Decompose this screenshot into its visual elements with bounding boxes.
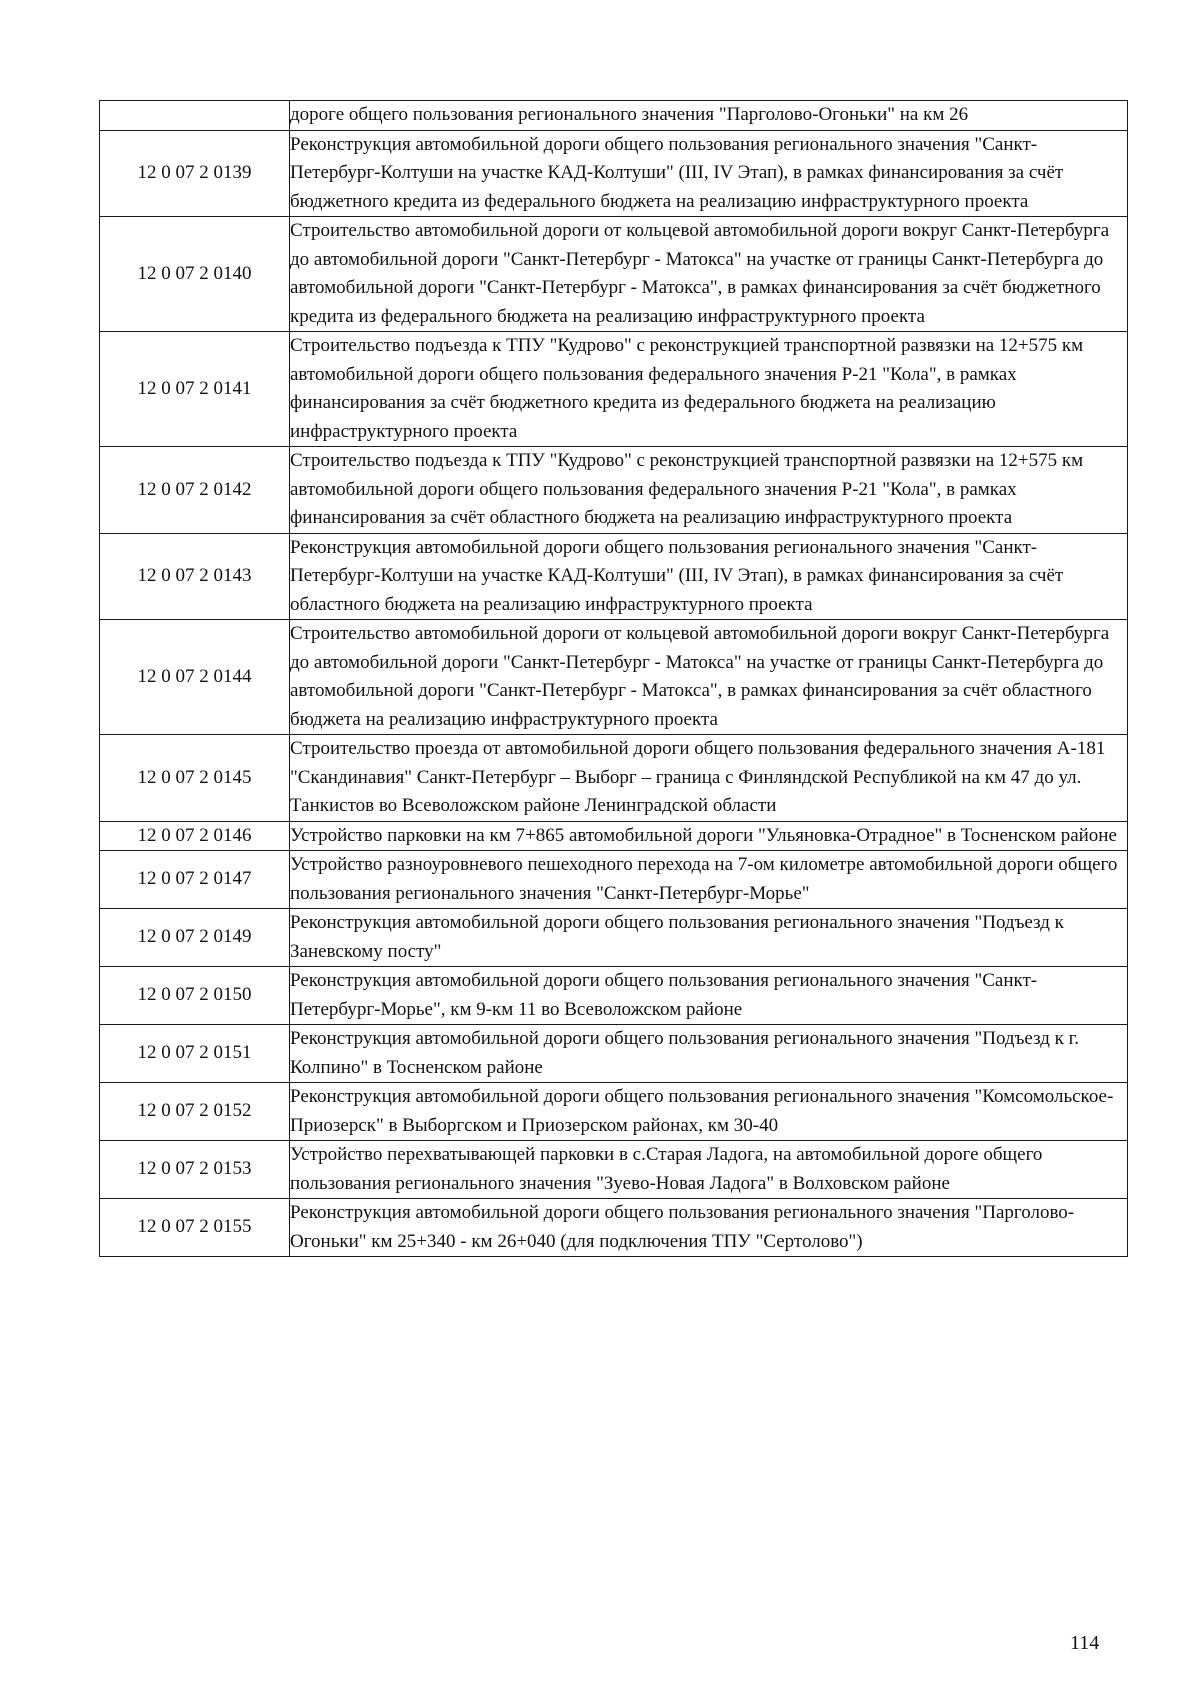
description-text: Устройство перехватывающей парковки в с.Старая Ладога, на автомобильной дороге общего пользования регионального значения "Зуево-Новая Ладога" в Волховском районе xyxy=(290,1144,1043,1194)
table-row xyxy=(100,332,1128,447)
description-cell xyxy=(290,821,1128,851)
description-cell xyxy=(290,447,1128,534)
code-cell: 12 0 07 2 0140 xyxy=(100,217,290,332)
description-text: Реконструкция автомобильной дороги общего пользования регионального значения "Подъезд к Заневскому посту" xyxy=(290,912,1064,962)
table-row xyxy=(100,130,1128,217)
table-row xyxy=(100,735,1128,822)
description-cell xyxy=(290,909,1128,967)
code-cell: 12 0 07 2 0147 xyxy=(100,851,290,909)
code-cell: 12 0 07 2 0141 xyxy=(100,332,290,447)
code-cell: 12 0 07 2 0151 xyxy=(100,1025,290,1083)
description-text: Реконструкция автомобильной дороги общего пользования регионального значения "Санкт-Петербург-Колтуши на участке КАД-Колтуши" (III, IV Этап), в рамках финансирования за счёт бюджетного кредита из федерального бюджета на реализацию инфраструктурного проекта xyxy=(290,133,1064,212)
description-cell xyxy=(290,130,1128,217)
code-cell: 12 0 07 2 0143 xyxy=(100,533,290,620)
description-text: дороге общего пользования регионального значения "Парголово-Огоньки" на км 26 xyxy=(290,104,969,125)
description-cell xyxy=(290,1083,1128,1141)
code-cell: 12 0 07 2 0150 xyxy=(100,967,290,1025)
description-text: Реконструкция автомобильной дороги общего пользования регионального значения "Комсомольское-Приозерск" в Выборгском и Приозерском районах, км 30-40 xyxy=(290,1086,1114,1136)
description-cell xyxy=(290,620,1128,735)
description-cell xyxy=(290,217,1128,332)
code-cell: 12 0 07 2 0152 xyxy=(100,1083,290,1141)
description-cell xyxy=(290,533,1128,620)
table-row xyxy=(100,1025,1128,1083)
description-text: Строительство подъезда к ТПУ "Кудрово" с реконструкцией транспортной развязки на 12+575 км автомобильной дороги общего пользования федерального значения Р-21 "Кола", в рамках финансирования за счёт бюджетного кредита из федерального бюджета на реализацию инфраструктурного проекта xyxy=(290,335,1084,442)
table-row xyxy=(100,217,1128,332)
description-text: Реконструкция автомобильной дороги общего пользования регионального значения "Подъезд к г. Колпино" в Тосненском районе xyxy=(290,1028,1080,1078)
code-cell: 12 0 07 2 0155 xyxy=(100,1199,290,1257)
description-text: Строительство подъезда к ТПУ "Кудрово" с реконструкцией транспортной развязки на 12+575 км автомобильной дороги общего пользования федерального значения Р-21 "Кола", в рамках финансирования за счёт областного бюджета на реализацию инфраструктурного проекта xyxy=(290,450,1084,528)
description-text: Строительство проезда от автомобильной дороги общего пользования федерального значения А-181 "Скандинавия" Санкт-Петербург – Выборг – граница с Финляндской Республикой на км 47 до ул. Танкистов во Всеволожском районе Ленинградской области xyxy=(290,738,1106,816)
description-cell xyxy=(290,1199,1128,1257)
table-row xyxy=(100,909,1128,967)
description-text: Устройство разноуровневого пешеходного перехода на 7-ом километре автомобильной дороги общего пользования регионального значения "Санкт-Петербург-Морье" xyxy=(290,854,1118,904)
description-cell xyxy=(290,967,1128,1025)
description-text: Реконструкция автомобильной дороги общего пользования регионального значения "Парголово-Огоньки" км 25+340 - км 26+040 (для подключения ТПУ "Сертолово") xyxy=(290,1202,1075,1252)
table-row xyxy=(100,620,1128,735)
code-cell: 12 0 07 2 0153 xyxy=(100,1141,290,1199)
code-cell: 12 0 07 2 0149 xyxy=(100,909,290,967)
description-cell xyxy=(290,735,1128,822)
code-cell: 12 0 07 2 0145 xyxy=(100,735,290,822)
table-row xyxy=(100,101,1128,131)
description-cell xyxy=(290,101,1128,131)
description-cell xyxy=(290,1141,1128,1199)
code-cell xyxy=(100,101,290,131)
table-row xyxy=(100,967,1128,1025)
table-row xyxy=(100,1141,1128,1199)
description-text: Строительство автомобильной дороги от кольцевой автомобильной дороги вокруг Санкт-Петербурга до автомобильной дороги "Санкт-Петербург - Матокса" на участке от границы Санкт-Петербурга до автомобильной дороги "Санкт-Петербург - Матокса", в рамках финансирования за счёт бюджетного кредита из федерального бюджета на реализацию инфраструктурного проекта xyxy=(290,220,1110,327)
code-cell: 12 0 07 2 0144 xyxy=(100,620,290,735)
table-row xyxy=(100,1083,1128,1141)
code-cell: 12 0 07 2 0142 xyxy=(100,447,290,534)
budget-codes-table xyxy=(99,100,1128,1257)
description-text: Устройство парковки на км 7+865 автомобильной дороги "Ульяновка-Отрадное" в Тосненском районе xyxy=(290,824,1117,846)
description-text: Строительство автомобильной дороги от кольцевой автомобильной дороги вокруг Санкт-Петербурга до автомобильной дороги "Санкт-Петербург - Матокса" на участке от границы Санкт-Петербурга до автомобильной дороги "Санкт-Петербург - Матокса", в рамках финансирования за счёт областного бюджета на реализацию инфраструктурного проекта xyxy=(290,623,1110,730)
table-row xyxy=(100,1199,1128,1257)
table-row xyxy=(100,821,1128,851)
description-text: Реконструкция автомобильной дороги общего пользования регионального значения "Санкт-Петербург-Колтуши на участке КАД-Колтуши" (III, IV Этап), в рамках финансирования за счёт областного бюджета на реализацию инфраструктурного проекта xyxy=(290,536,1064,615)
table-row xyxy=(100,533,1128,620)
description-cell xyxy=(290,851,1128,909)
table-row xyxy=(100,851,1128,909)
description-cell xyxy=(290,332,1128,447)
description-text: Реконструкция автомобильной дороги общего пользования регионального значения "Санкт-Петербург-Морье", км 9-км 11 во Всеволожском районе xyxy=(290,970,1038,1020)
code-cell: 12 0 07 2 0146 xyxy=(100,821,290,851)
table-row xyxy=(100,447,1128,534)
page-number: 114 xyxy=(1070,1632,1100,1654)
code-cell: 12 0 07 2 0139 xyxy=(100,130,290,217)
description-cell xyxy=(290,1025,1128,1083)
